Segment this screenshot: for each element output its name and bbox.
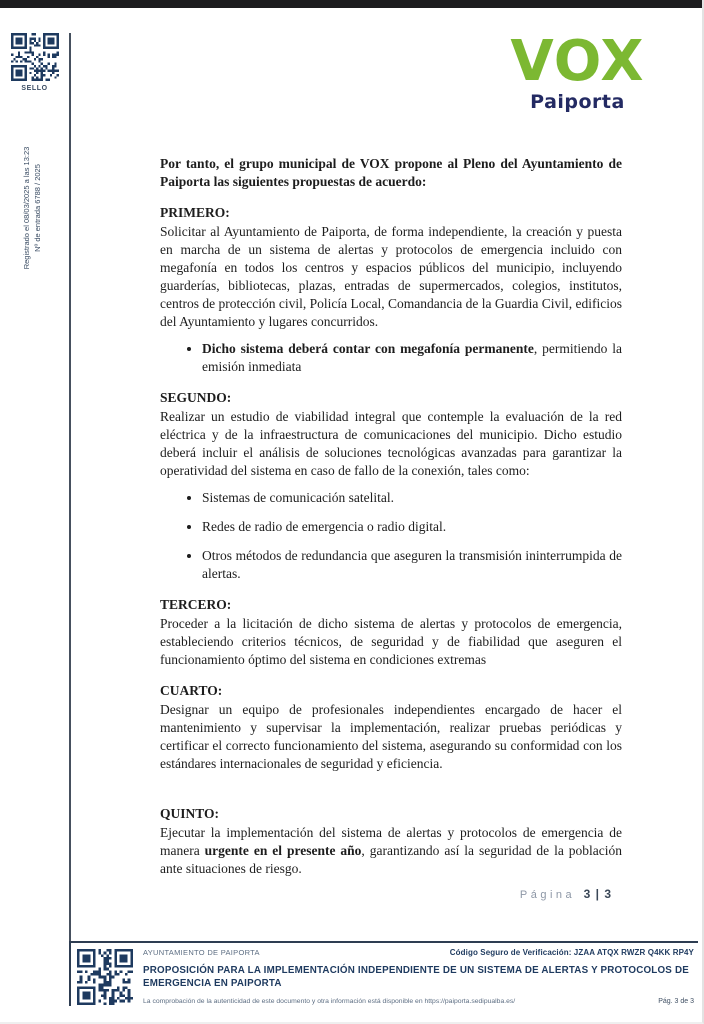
text-run: Otros métodos de redundancia que aseguren la transmisión ininterrumpida de alertas. [202, 548, 622, 581]
section-paragraph [160, 701, 622, 773]
footer-body [143, 948, 694, 1005]
text-run: , garantizando así la seguridad de la población ante situaciones de riesgo. [160, 843, 622, 876]
intro-paragraph: Por tanto, el grupo municipal de VOX propone al Pleno del Ayuntamiento de Paiporta las siguientes propuestas de acuerdo: [160, 156, 622, 189]
scan-border-top [0, 0, 702, 8]
section-paragraph [160, 615, 622, 669]
text-run: Proceder a la licitación de dicho sistema de alertas y protocolos de emergencia, estableciendo criterios técnicos, de seguridad y de fiabilidad que aseguren el funcionamiento óptimo del sistema en condiciones extremas [160, 616, 622, 667]
footer-divider-line [69, 941, 698, 943]
section-heading: QUINTO: [160, 806, 220, 821]
bold-run: Dicho sistema deberá contar con megafonía permanente [202, 341, 534, 356]
section-heading: CUARTO: [160, 683, 223, 698]
section-paragraph [160, 408, 622, 480]
page-indicator-label: Página [519, 889, 576, 901]
bullet-item [202, 518, 622, 536]
bullet-item [202, 489, 622, 507]
bullet-item [202, 547, 622, 583]
page-indicator [160, 885, 612, 903]
document-sections [160, 204, 622, 878]
registration-stamp [0, 30, 69, 92]
qr-code-footer-icon [77, 949, 133, 1005]
footer-document-title: PROPOSICIÓN PARA LA IMPLEMENTACIÓN INDEPENDIENTE DE UN SISTEMA DE ALERTAS Y PROTOCOLOS DE EMERGENCIA EN PAIPORTA [143, 965, 689, 989]
footer-left-line [69, 941, 71, 1006]
text-run: Realizar un estudio de viabilidad integral que contemple la evaluación de la red eléctrica y de la infraestructura de comunicaciones del municipio. Dicho estudio deberá incluir el análisis de soluciones tecnológicas avanzadas para garantizar la operatividad del sistema en caso de fallo de la conexión, tales como: [160, 409, 622, 478]
text-run: Solicitar al Ayuntamiento de Paiporta, de forma independiente, la creación y puesta en marcha de un sistema de alertas y protocolos de emergencia incluido con megafonía en todos los centros y espacios públicos del municipio, incluyendo guarderías, bibliotecas, plazas, entradas de supermercados, colegios, institutos, centros de protección civil, Policía Local, Comandancia de la Guardia Civil, edificios del Ayuntamiento y lugares concurridos. [160, 224, 622, 329]
vox-location-text: Paiporta [530, 91, 625, 113]
section-paragraph [160, 824, 622, 878]
section-heading: PRIMERO: [160, 205, 230, 220]
footer-page-number: Pág. 3 de 3 [658, 998, 694, 1005]
section-heading: TERCERO: [160, 597, 232, 612]
document-body [160, 155, 622, 884]
text-run: , permitiendo la emisión inmediata [202, 341, 622, 374]
text-run: Redes de radio de emergencia o radio digital. [202, 519, 447, 534]
footer-verification-code: Código Seguro de Verificación: JZAA ATQX RWZR Q4KK RP4Y [449, 948, 694, 957]
section-bullet-list [160, 489, 622, 583]
text-run: Ejecutar la implementación del sistema de alertas y protocolos de emergencia de manera [160, 825, 622, 858]
section-paragraph [160, 223, 622, 331]
registration-entry-line: Nº de entrada 6788 / 2025 [33, 164, 42, 252]
registration-date-line: Registrado el 08/03/2025 a las 13:23 [22, 146, 31, 270]
footer-authenticity-note: La comprobación de la autenticidad de este documento y otra información está disponible en https://paiporta.sedipualba.es/ [143, 998, 516, 1005]
sello-label: SELLO [21, 85, 48, 92]
vox-logo [495, 29, 660, 113]
vox-brand-text: VOX [510, 29, 645, 94]
margin-divider-line [69, 33, 71, 941]
qr-code-stamp-icon [11, 33, 59, 81]
page-indicator-value: 3 | 3 [583, 887, 612, 901]
section-bullet-list [160, 340, 622, 376]
section-heading: SEGUNDO: [160, 390, 232, 405]
text-run: Designar un equipo de profesionales independientes encargado de hacer el mantenimiento y supervisar la implementación, realizar pruebas periódicas y certificar el correcto funcionamiento del sistema, asegurando su conformidad con los estándares internacionales de seguridad y eficiencia. [160, 702, 622, 771]
bullet-item [202, 340, 622, 376]
footer-organization: AYUNTAMIENTO DE PAIPORTA [143, 948, 260, 957]
bold-run: urgente en el presente año [204, 843, 362, 858]
registration-rotated-text [21, 95, 45, 321]
text-run: Sistemas de comunicación satelital. [202, 490, 394, 505]
